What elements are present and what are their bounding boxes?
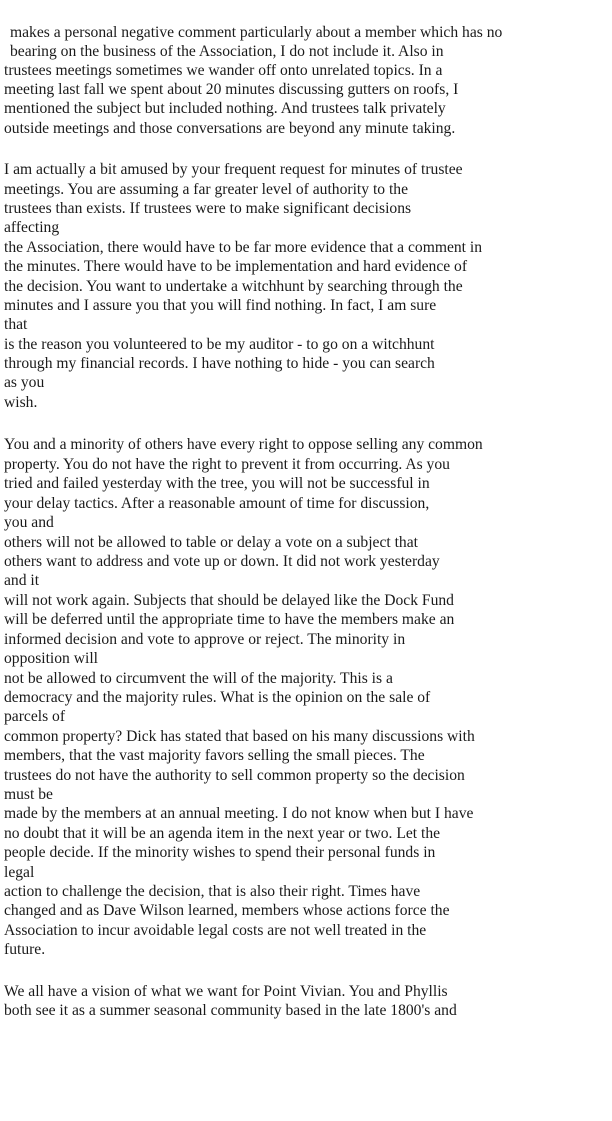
text-line: We all have a vision of what we want for Point Vivian. You and Phyllis <box>4 983 448 1000</box>
text-line: action to challenge the decision, that is also their right. Times have <box>4 883 421 900</box>
text-line: as you <box>4 374 45 391</box>
text-line: members, that the vast majority favors selling the small pieces. The <box>4 747 425 764</box>
text-line: trustees meetings sometimes we wander off onto unrelated topics. In a <box>4 62 443 79</box>
text-line: affecting <box>4 219 60 236</box>
text-line: property. You do not have the right to prevent it from occurring. As you <box>4 456 450 473</box>
text-line: makes a personal negative comment particularly about a member which has no <box>10 24 503 41</box>
text-line: outside meetings and those conversations are beyond any minute taking. <box>4 120 456 137</box>
text-line: You and a minority of others have every right to oppose selling any common <box>4 436 483 453</box>
text-line: others want to address and vote up or down. It did not work yesterday <box>4 553 440 570</box>
text-line: is the reason you volunteered to be my auditor - to go on a witchhunt <box>4 336 435 353</box>
text-line: legal <box>4 864 35 881</box>
text-line: others will not be allowed to table or delay a vote on a subject that <box>4 534 418 551</box>
text-line: that <box>4 316 28 333</box>
text-line: trustees do not have the authority to sell common property so the decision <box>4 767 465 784</box>
text-line: changed and as Dave Wilson learned, members whose actions force the <box>4 902 450 919</box>
text-line: will not work again. Subjects that should be delayed like the Dock Fund <box>4 592 454 609</box>
text-line: your delay tactics. After a reasonable amount of time for discussion, <box>4 495 430 512</box>
text-line: you and <box>4 514 54 531</box>
text-line: not be allowed to circumvent the will of the majority. This is a <box>4 670 393 687</box>
text-line: parcels of <box>4 708 66 725</box>
text-line: mentioned the subject but included nothing. And trustees talk privately <box>4 100 446 117</box>
text-line: meetings. You are assuming a far greater level of authority to the <box>4 181 409 198</box>
text-line: through my financial records. I have nothing to hide - you can search <box>4 355 435 372</box>
text-line: informed decision and vote to approve or reject. The minority in <box>4 631 406 648</box>
text-line: I am actually a bit amused by your frequent request for minutes of trustee <box>4 161 463 178</box>
text-line: opposition will <box>4 650 99 667</box>
text-line: will be deferred until the appropriate time to have the members make an <box>4 611 455 628</box>
text-line: both see it as a summer seasonal community based in the late 1800's and <box>4 1002 457 1019</box>
text-line: tried and failed yesterday with the tree, you will not be successful in <box>4 475 430 492</box>
text-line: common property? Dick has stated that based on his many discussions with <box>4 728 475 745</box>
text-line: the minutes. There would have to be implementation and hard evidence of <box>4 258 468 275</box>
text-line: bearing on the business of the Association, I do not include it. Also in <box>10 43 444 60</box>
text-line: democracy and the majority rules. What is the opinion on the sale of <box>4 689 431 706</box>
text-line: trustees than exists. If trustees were to make significant decisions <box>4 200 412 217</box>
text-line: no doubt that it will be an agenda item in the next year or two. Let the <box>4 825 441 842</box>
text-line: the Association, there would have to be far more evidence that a comment in <box>4 239 483 256</box>
text-line: people decide. If the minority wishes to spend their personal funds in <box>4 844 436 861</box>
text-line: minutes and I assure you that you will find nothing. In fact, I am sure <box>4 297 437 314</box>
text-line: must be <box>4 786 53 803</box>
text-line: meeting last fall we spent about 20 minutes discussing gutters on roofs, I <box>4 81 459 98</box>
text-line: made by the members at an annual meeting. I do not know when but I have <box>4 805 474 822</box>
text-line: Association to incur avoidable legal costs are not well treated in the <box>4 922 427 939</box>
text-line: and it <box>4 572 40 589</box>
text-line: wish. <box>4 394 38 411</box>
text-line: future. <box>4 941 46 958</box>
text-line: the decision. You want to undertake a witchhunt by searching through the <box>4 278 463 295</box>
